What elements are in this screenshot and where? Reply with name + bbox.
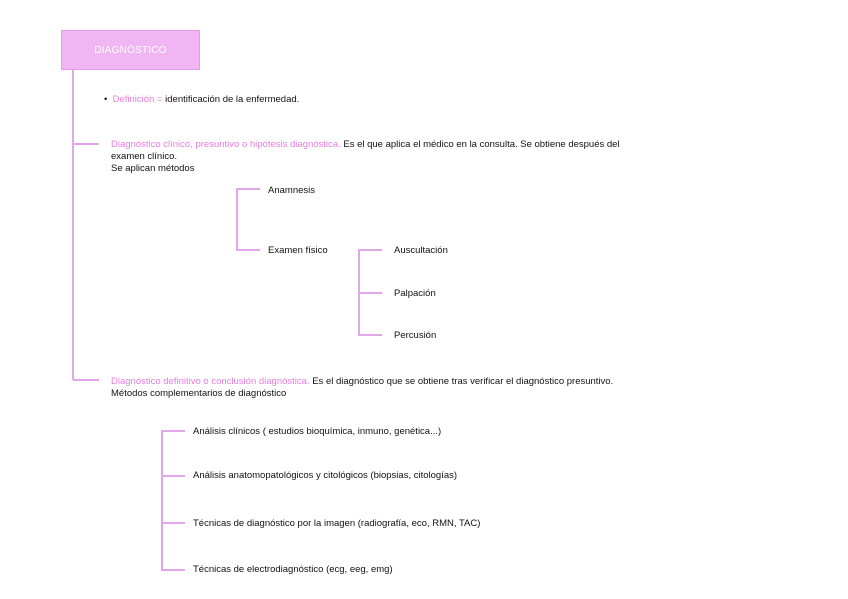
complementary-connector-2	[161, 475, 185, 477]
main-trunk-line	[72, 70, 74, 380]
definitivo-text-2: Métodos complementarios de diagnóstico	[111, 388, 287, 399]
definicion-label: Definición =	[112, 94, 163, 105]
clinico-label: Diagnóstico clínico, presuntivo o hipótesis diagnóstica.	[111, 139, 341, 150]
clinico-text-2: examen clínico.	[111, 151, 178, 162]
complementary-connector-4	[161, 569, 185, 571]
bullet: •	[104, 94, 108, 105]
method-examen-fisico: Examen físico	[268, 245, 328, 256]
definitivo-line1	[111, 376, 613, 387]
complementary-connector-3	[161, 522, 185, 524]
title-node	[61, 30, 200, 70]
palpacion-connector	[358, 292, 382, 294]
complementary-method-3: Técnicas de diagnóstico por la imagen (radiografía, eco, RMN, TAC)	[193, 518, 481, 529]
methods-vertical-line	[236, 188, 238, 250]
complementary-method-1: Análisis clínicos ( estudios bioquímica, inmuno, genética...)	[193, 426, 442, 437]
clinico-text-1: Es el que aplica el médico en la consulta. Se obtiene después del	[343, 139, 620, 150]
method-anamnesis: Anamnesis	[268, 185, 315, 196]
definitivo-text-1: Es el diagnóstico que se obtiene tras verificar el diagnóstico presuntivo.	[312, 376, 614, 387]
examen-connector	[236, 249, 260, 251]
complementary-vertical-line	[161, 430, 163, 570]
branch-line-definitivo	[73, 379, 99, 381]
title-text: DIAGNÓSTICO	[94, 44, 167, 56]
auscultacion-connector	[358, 249, 382, 251]
clinico-line1	[111, 139, 620, 150]
sub-auscultacion: Auscultación	[394, 245, 448, 256]
anamnesis-connector	[236, 188, 260, 190]
complementary-method-2: Análisis anatomopatológicos y citológicos (biopsias, citologías)	[193, 470, 458, 481]
percusion-connector	[358, 334, 382, 336]
complementary-method-4: Técnicas de electrodiagnóstico (ecg, eeg, emg)	[193, 564, 393, 575]
definicion-line	[104, 94, 299, 105]
sub-percusion: Percusión	[394, 330, 437, 341]
definitivo-label: Diagnóstico definitivo o conclusión diagnóstica.	[111, 376, 310, 387]
complementary-connector-1	[161, 430, 185, 432]
sub-palpacion: Palpación	[394, 288, 436, 299]
branch-line-clinico	[73, 143, 99, 145]
clinico-text-3: Se aplican métodos	[111, 163, 195, 174]
definicion-text: identificación de la enfermedad.	[165, 94, 300, 105]
